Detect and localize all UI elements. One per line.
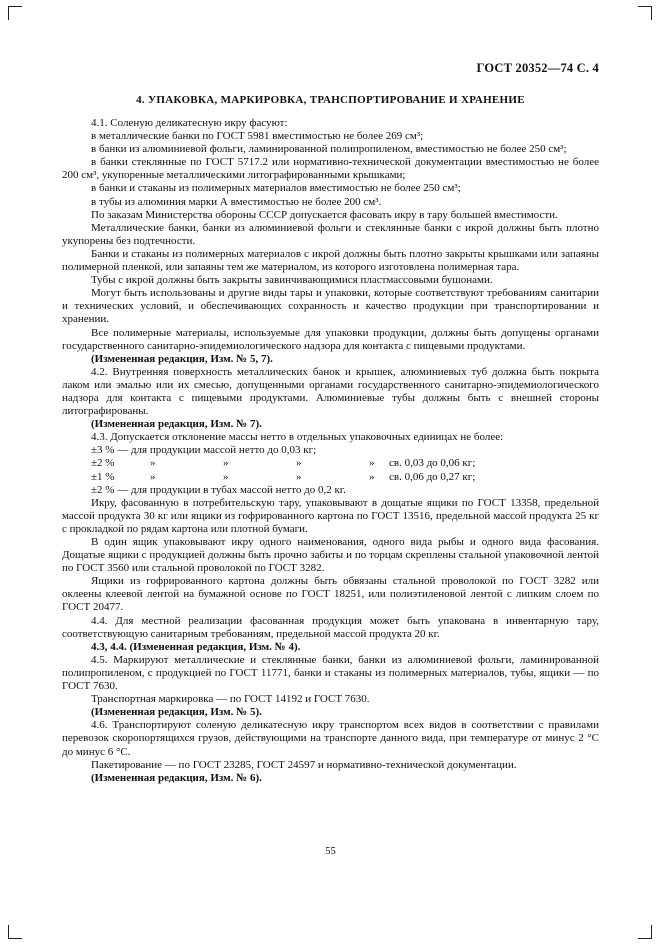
- paragraph: 4.6. Транспортируют соленую деликатесную икру транспортом всех видов в соответствии с правилами перевозок скоропортящихся грузов, действующими на транспорте данного вида, при температуре от минус 2 °С до минус 6 °С.: [62, 719, 599, 758]
- paragraph: 4.3. Допускается отклонение массы нетто в отдельных упаковочных единицах не более:: [91, 431, 504, 444]
- amendment-note: (Измененная редакция, Изм. № 6).: [91, 771, 262, 784]
- ditto-mark: »: [150, 457, 156, 470]
- tolerance-line: ±2 % — для продукции в тубах массой нетто до 0,2 кг.: [91, 483, 346, 496]
- section-body: [62, 117, 599, 785]
- paragraph: 4.2. Внутренняя поверхность металлических банок и крышек, алюминиевых туб должна быть покрыта лаком или эмалью или их смесью, допущенными органами государственного санитарно-эпидемиологического надзора для контакта с пищевыми продуктами. Алюминиевые тубы должны быть с внешней стороны литографированы.: [62, 365, 599, 418]
- ditto-mark: »: [296, 470, 302, 483]
- paragraph: Икру, фасованную в потребительскую тару, упаковывают в дощатые ящики по ГОСТ 13358, предельной массой продукта 30 кг или ящики из гофрированного картона по ГОСТ 13516, предельной массой продукта 25 кг с прокладкой по рядам картона или плотной бумаги.: [62, 496, 599, 535]
- paragraph: 4.4. Для местной реализации фасованная продукция может быть упакована в инвентарную тару, соответствующую санитарным требованиям, предельной массой продукта 20 кг.: [62, 614, 599, 640]
- running-header: ГОСТ 20352—74 С. 4: [476, 61, 599, 75]
- amendment-note: (Измененная редакция, Изм. № 5, 7).: [91, 352, 273, 365]
- crop-mark-top-right: [638, 6, 652, 7]
- crop-mark-bottom-left: [8, 925, 9, 939]
- paragraph: По заказам Министерства обороны СССР допускается фасовать икру в тару большей вместимости.: [91, 208, 558, 221]
- crop-mark-bottom-right: [638, 938, 652, 939]
- paragraph: В один ящик упаковывают икру одного наименования, одного вида рыбы и одного вида фасования. Дощатые ящики с продукцией должны быть прочно забиты и по торцам скреплены стальной упаковочной лентой по ГОСТ 3560 или стальной проволокой по ГОСТ 3282.: [62, 536, 599, 575]
- tolerance-value: ±2 %: [91, 457, 115, 470]
- tolerance-range: св. 0,03 до 0,06 кг;: [389, 457, 476, 470]
- page-number: 55: [325, 846, 336, 857]
- crop-mark-bottom-right: [651, 925, 652, 939]
- ditto-mark: »: [296, 457, 302, 470]
- paragraph: Ящики из гофрированного картона должны быть обвязаны стальной проволокой по ГОСТ 3282 или оклеены клеевой лентой на бумажной основе по ГОСТ 18251, или полиэтиленовой лентой с липким слоем по ГОСТ 20477.: [62, 575, 599, 614]
- paragraph: 4.1. Соленую деликатесную икру фасуют:: [91, 117, 288, 129]
- crop-mark-top-left: [8, 6, 9, 20]
- ditto-mark: »: [369, 470, 375, 483]
- paragraph: Могут быть использованы и другие виды тары и упаковки, которые соответствуют требованиям санитарии и технических условий, и обеспечивающих сохранность и качество продукции при транспортировании и хранении.: [62, 287, 599, 326]
- ditto-mark: »: [369, 457, 375, 470]
- paragraph: Банки и стаканы из полимерных материалов с икрой должны быть плотно закрыты крышками или запаяны полимерной пленкой, или запаяны тем же материалом, из которого изготовлена полимерная тара.: [62, 247, 599, 274]
- ditto-mark: »: [223, 457, 229, 470]
- paragraph: Металлические банки, банки из алюминиевой фольги и стеклянные банки с икрой должны быть плотно укупорены без подтечности.: [62, 221, 599, 247]
- paragraph: Все полимерные материалы, используемые для упаковки продукции, должны быть допущены органами государственного санитарно-эпидемиологического надзора для контакта с пищевыми продуктами.: [62, 326, 599, 352]
- tolerance-value: ±1 %: [91, 470, 115, 483]
- paragraph: в банки и стаканы из полимерных материалов вместимостью не более 250 см³;: [91, 182, 461, 195]
- tolerance-line: ±3 % — для продукции массой нетто до 0,03 кг;: [91, 444, 317, 457]
- paragraph: Пакетирование — по ГОСТ 23285, ГОСТ 24597 и нормативно-технической документации.: [91, 758, 517, 771]
- tolerance-row: [62, 471, 599, 484]
- amendment-note: (Измененная редакция, Изм. № 7).: [91, 418, 262, 431]
- section-title: 4. УПАКОВКА, МАРКИРОВКА, ТРАНСПОРТИРОВАНИЕ И ХРАНЕНИЕ: [136, 94, 525, 106]
- crop-mark-bottom-left: [8, 938, 22, 939]
- crop-mark-top-right: [651, 6, 652, 20]
- crop-mark-top-left: [8, 6, 22, 7]
- tolerance-row: [62, 457, 599, 470]
- paragraph: Транспортная маркировка — по ГОСТ 14192 и ГОСТ 7630.: [91, 693, 370, 706]
- ditto-mark: »: [223, 470, 229, 483]
- paragraph: в тубы из алюминия марки А вместимостью не более 200 см³.: [91, 195, 382, 208]
- amendment-note: (Измененная редакция, Изм. № 5).: [91, 706, 262, 719]
- paragraph: в банки из алюминиевой фольги, ламинированной полипропиленом, вместимостью не более 250 см³;: [91, 143, 567, 156]
- ditto-mark: »: [150, 470, 156, 483]
- tolerance-range: св. 0,06 до 0,27 кг;: [389, 470, 476, 483]
- paragraph: Тубы с икрой должны быть закрыты завинчивающимися пластмассовыми бушонами.: [91, 274, 493, 287]
- paragraph: в банки стеклянные по ГОСТ 5717.2 или нормативно-технической документации вместимостью не более 200 см³, укупоренные металлическими литографированными крышками;: [62, 156, 599, 182]
- amendment-note: 4.3, 4.4. (Измененная редакция, Изм. № 4).: [91, 640, 301, 653]
- paragraph: 4.5. Маркируют металлические и стеклянные банки, банки из алюминиевой фольги, ламинированной полипропиленом, с продукцией по ГОСТ 11771, банки и стаканы из полимерных материалов, тубы, ящики — по ГОСТ 7630.: [62, 653, 599, 693]
- paragraph: в металлические банки по ГОСТ 5981 вместимостью не более 269 см³;: [91, 130, 424, 143]
